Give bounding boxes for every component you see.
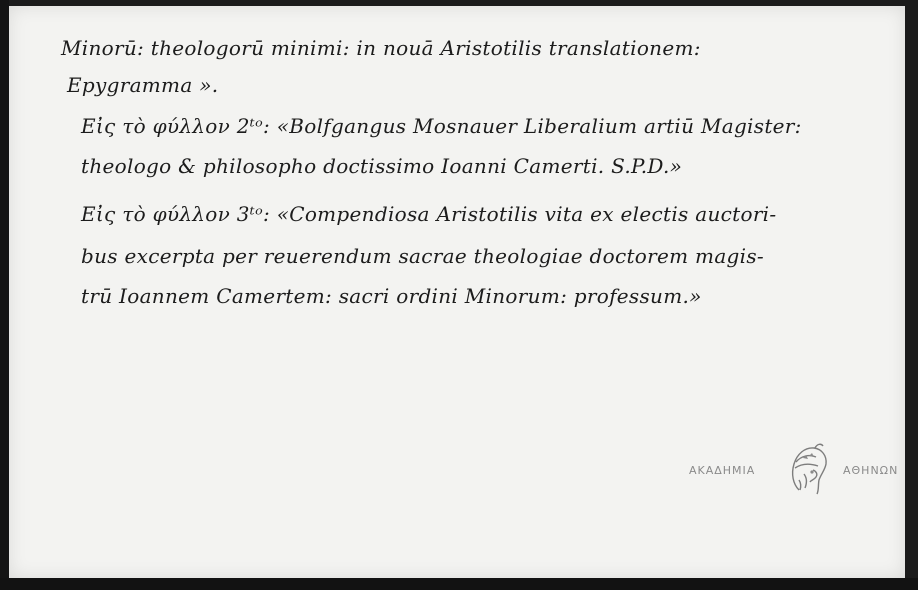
card-line-6: bus excerpta per reuerendum sacrae theologiae doctorem magis- (81, 244, 764, 268)
card-line-3: Eἰς τὸ φύλλον 2ᵗᵒ: «Bolfgangus Mosnauer Liberalium artiū Magister: (81, 114, 802, 138)
card-line-7: trū Ioannem Camertem: sacri ordini Minorum: professum.» (81, 284, 702, 308)
card-line-2: Epygramma ». (67, 73, 219, 97)
card-line-1: Minorū: theologorū minimi: in nouā Aristotilis translationem: (61, 36, 701, 60)
scan-edge-left (0, 0, 9, 590)
athena-head-icon (785, 440, 833, 498)
card-line-4: theologo & philosopho doctissimo Ioanni Camerti. S.P.D.» (81, 154, 683, 178)
index-card (9, 6, 905, 578)
card-line-5: Eἰς τὸ φύλλον 3ᵗᵒ: «Compendiosa Aristotilis vita ex electis auctori- (81, 202, 777, 226)
scan-edge-bottom (0, 578, 918, 590)
watermark-left-text: ΑΚΑΔΗΜΙΑ (689, 464, 756, 477)
watermark-right-text: ΑΘΗΝΩΝ (843, 464, 899, 477)
